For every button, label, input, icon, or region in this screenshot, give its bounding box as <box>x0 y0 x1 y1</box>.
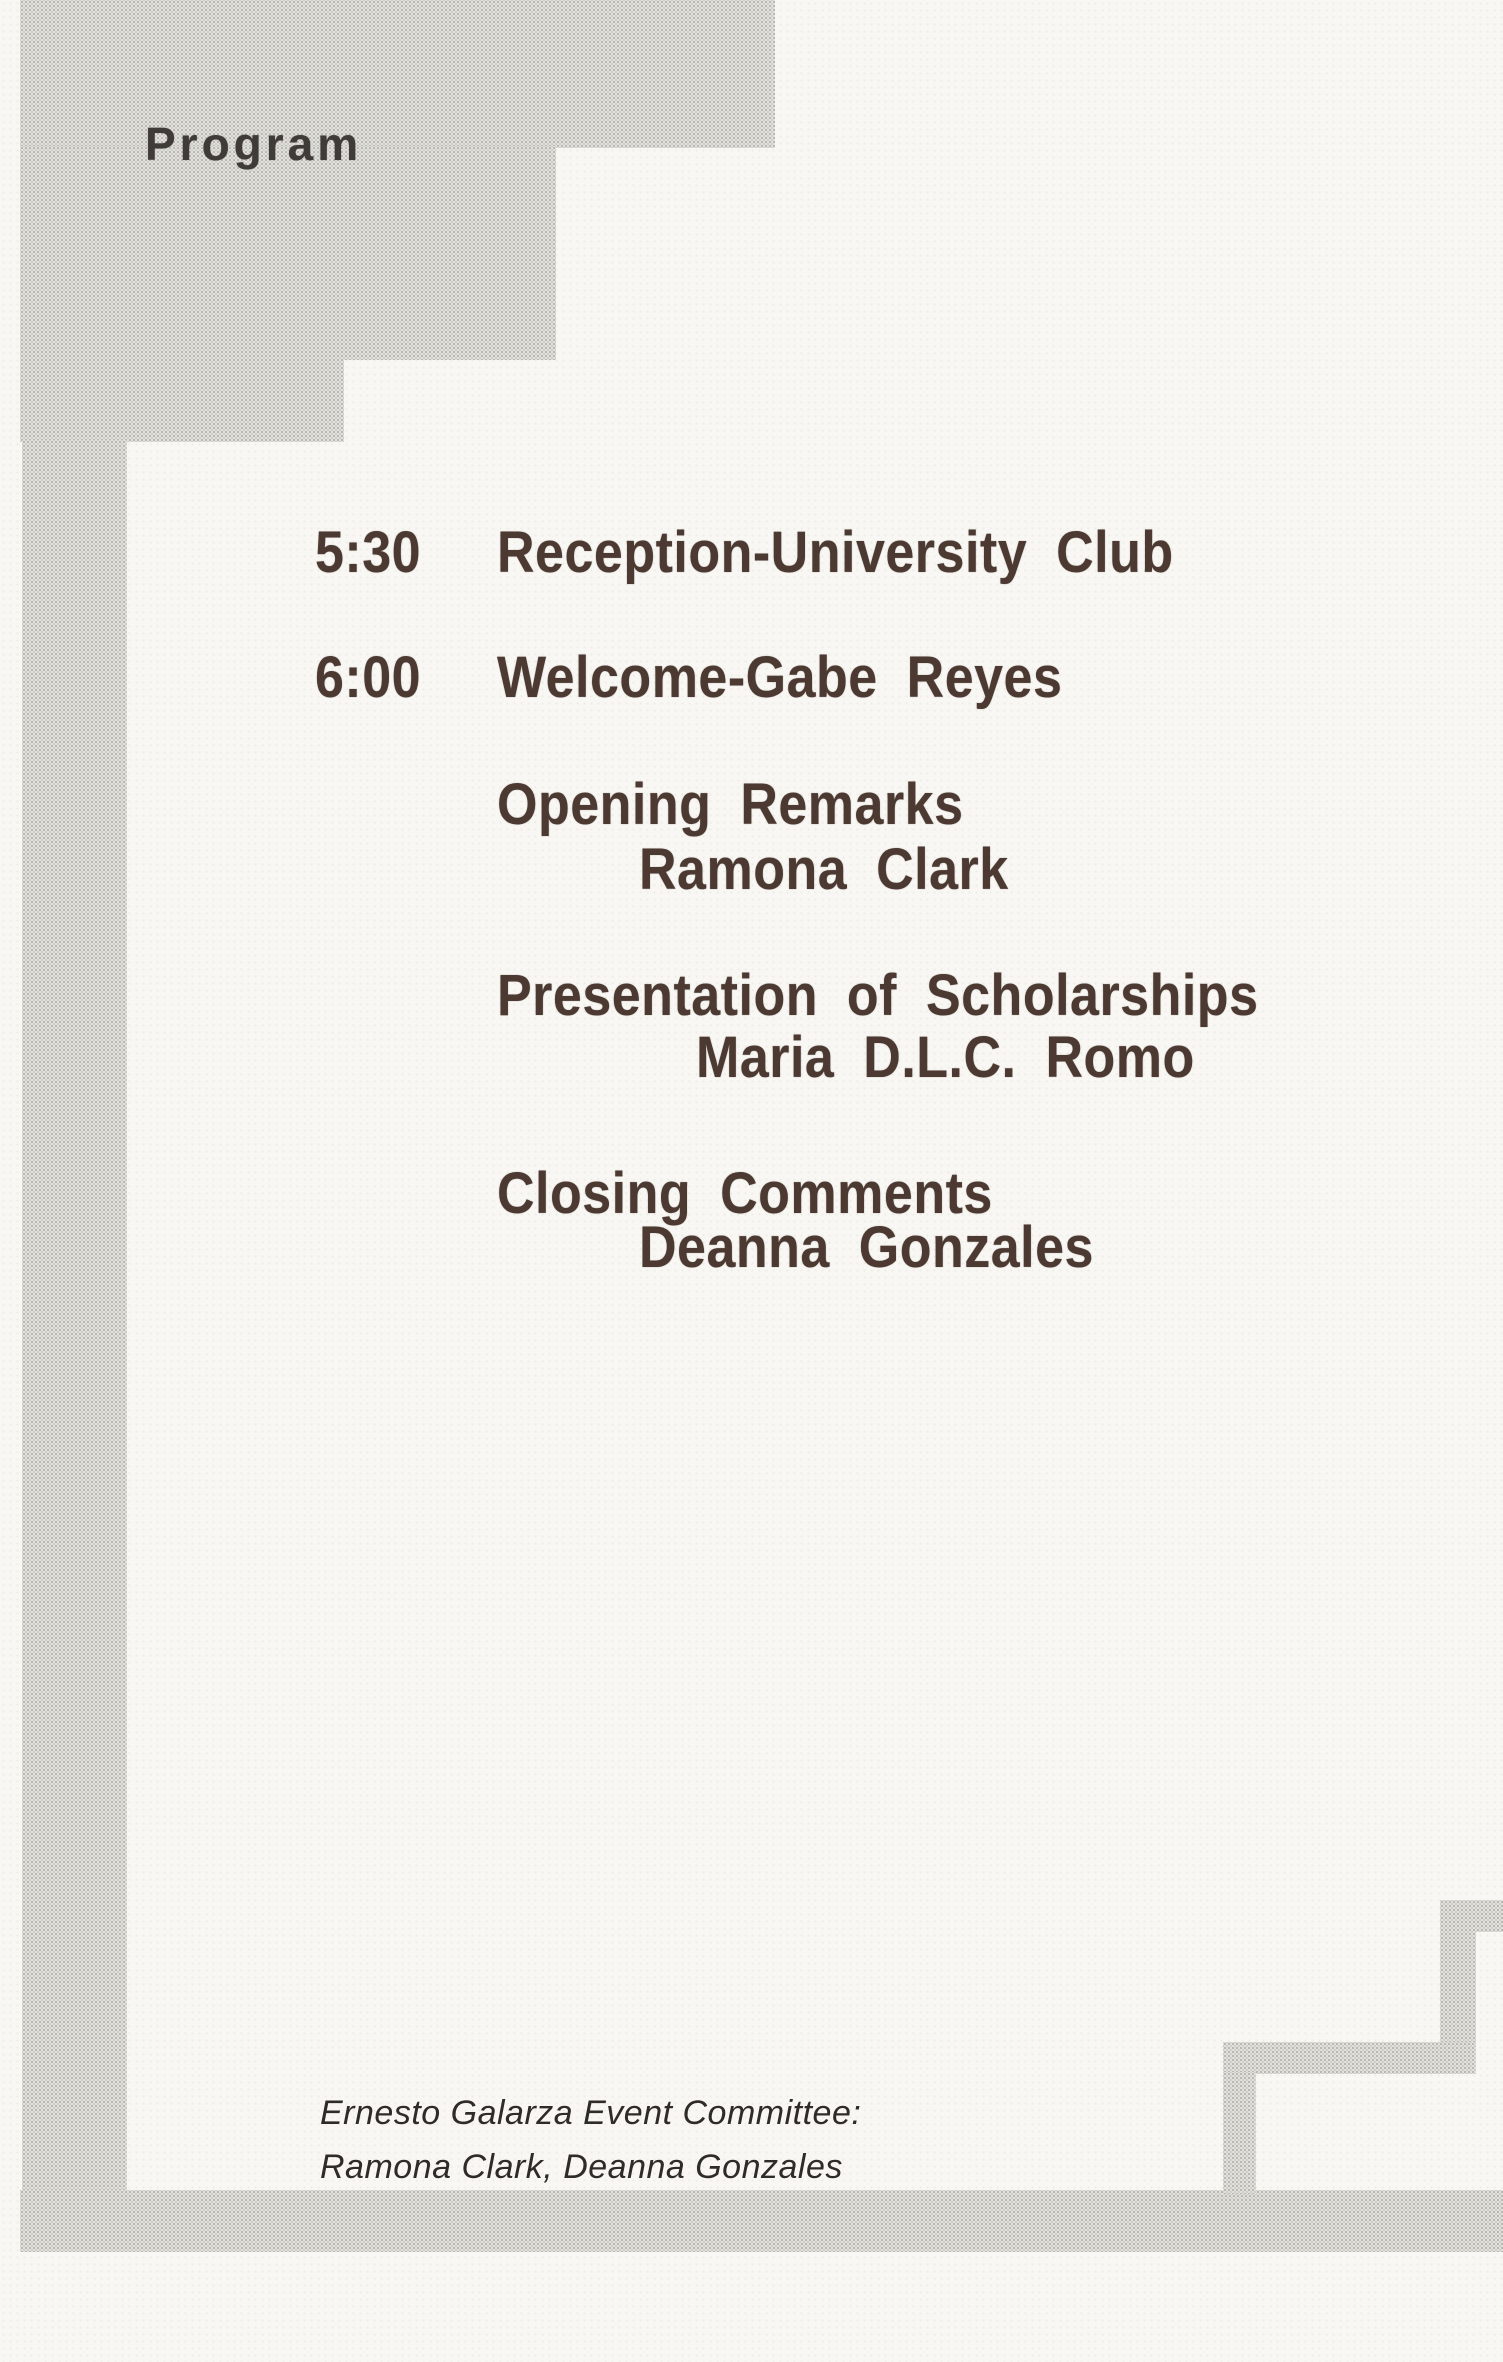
schedule-event-5: Closing Comments <box>497 1161 993 1227</box>
committee-members: Ramona Clark, Deanna Gonzales <box>320 2148 843 2186</box>
schedule-event-2: Welcome-Gabe Reyes <box>497 645 1063 711</box>
schedule-presenter-3: Ramona Clark <box>639 837 1009 903</box>
committee-label: Ernesto Galarza Event Committee: <box>320 2094 862 2132</box>
schedule-presenter-4: Maria D.L.C. Romo <box>696 1025 1195 1091</box>
schedule-time-1: 5:30 <box>315 520 422 586</box>
halftone-left-strip <box>22 440 127 2195</box>
halftone-bottom-band <box>20 2190 1503 2252</box>
schedule-event-1: Reception-University Club <box>497 520 1174 586</box>
halftone-right-step-4 <box>1223 2072 1256 2194</box>
schedule-presenter-5: Deanna Gonzales <box>639 1215 1094 1281</box>
halftone-right-step-3 <box>1223 2042 1476 2074</box>
schedule-event-4: Presentation of Scholarships <box>497 963 1259 1029</box>
schedule-time-2: 6:00 <box>315 645 422 711</box>
halftone-top-step-3 <box>20 358 344 442</box>
halftone-top-band <box>20 0 775 148</box>
halftone-top-step-2 <box>20 146 556 360</box>
schedule-event-3: Opening Remarks <box>497 772 964 838</box>
page-title: Program <box>145 118 363 170</box>
halftone-right-step-2 <box>1440 1900 1476 2042</box>
